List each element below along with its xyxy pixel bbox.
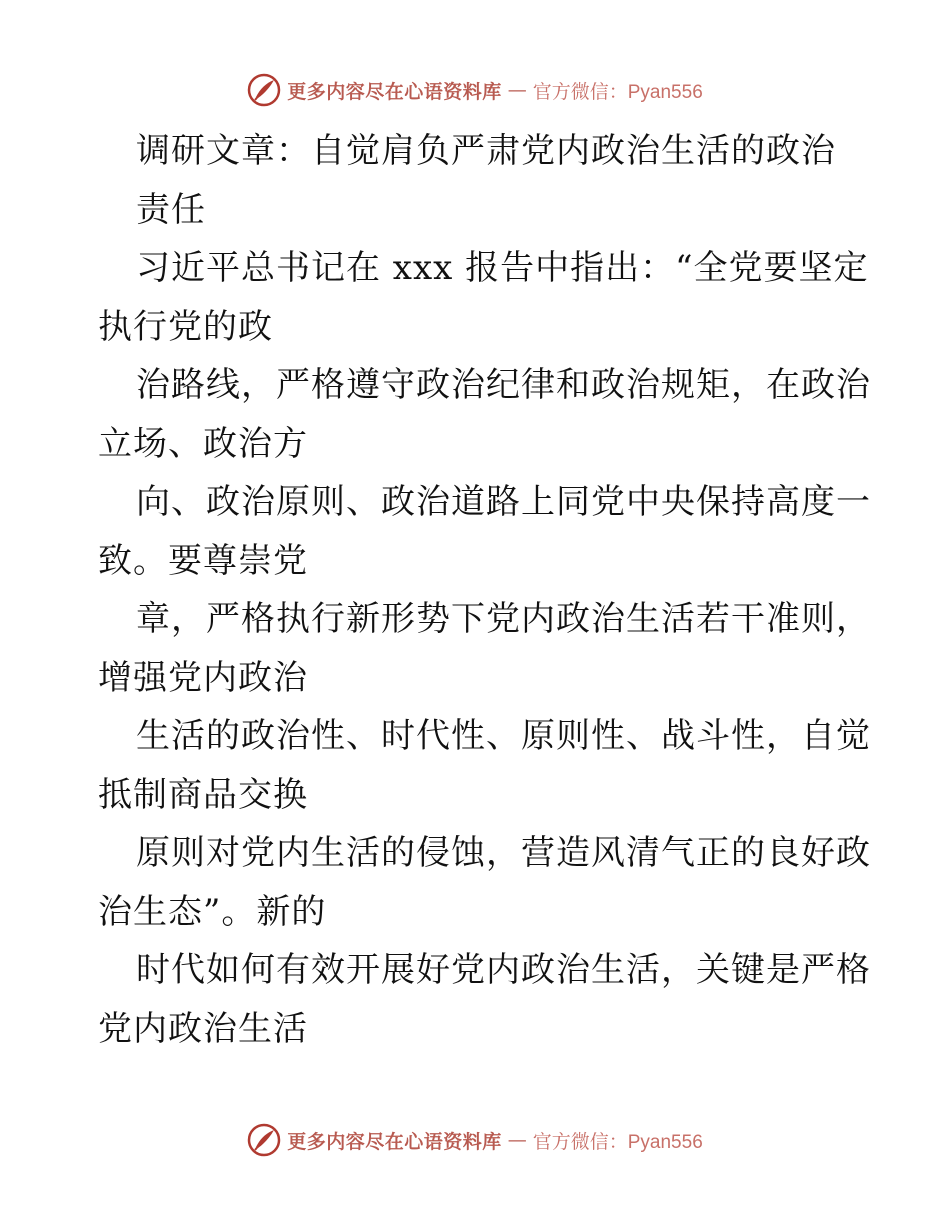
document-body xyxy=(98,122,871,1058)
quill-pen-logo-icon xyxy=(247,73,281,107)
document-line: 章，严格执行新形势下党内政治生活若干准则， xyxy=(136,599,871,639)
document-line: 抵制商品交换 xyxy=(98,774,308,815)
document-line: 立场、政治方 xyxy=(98,423,308,464)
document-line: 增强党内政治 xyxy=(98,657,308,698)
document-line: 治生态”。新的 xyxy=(98,891,327,932)
document-line: 生活的政治性、时代性、原则性、战斗性，自觉 xyxy=(136,716,871,756)
document-line: 执行党的政 xyxy=(98,306,273,347)
quill-pen-logo-icon xyxy=(247,1123,281,1157)
watermark-contact: 官方微信：Pyan556 xyxy=(532,81,703,103)
watermark-dash: — xyxy=(507,79,527,101)
document-line: 向、政治原则、政治道路上同党中央保持高度一 xyxy=(136,482,871,522)
document-line: 习近平总书记在 xxx 报告中指出：“全党要坚定 xyxy=(136,248,869,288)
document-line: 原则对党内生活的侵蚀，营造风清气正的良好政 xyxy=(136,833,871,873)
watermark-text: 更多内容尽在心语资料库 xyxy=(287,1130,502,1153)
watermark-dash: — xyxy=(507,1129,527,1151)
document-line: 致。要尊崇党 xyxy=(98,540,308,581)
watermark-text: 更多内容尽在心语资料库 xyxy=(287,80,502,103)
footer-watermark xyxy=(0,1120,950,1160)
document-line: 责任 xyxy=(136,189,206,230)
document-line: 调研文章：自觉肩负严肃党内政治生活的政治 xyxy=(136,131,836,171)
watermark-contact: 官方微信：Pyan556 xyxy=(532,1131,703,1153)
document-line: 时代如何有效开展好党内政治生活，关键是严格 xyxy=(136,950,871,990)
document-line: 党内政治生活 xyxy=(98,1008,308,1049)
document-line: 治路线，严格遵守政治纪律和政治规矩，在政治 xyxy=(136,365,871,405)
header-watermark xyxy=(0,70,950,110)
